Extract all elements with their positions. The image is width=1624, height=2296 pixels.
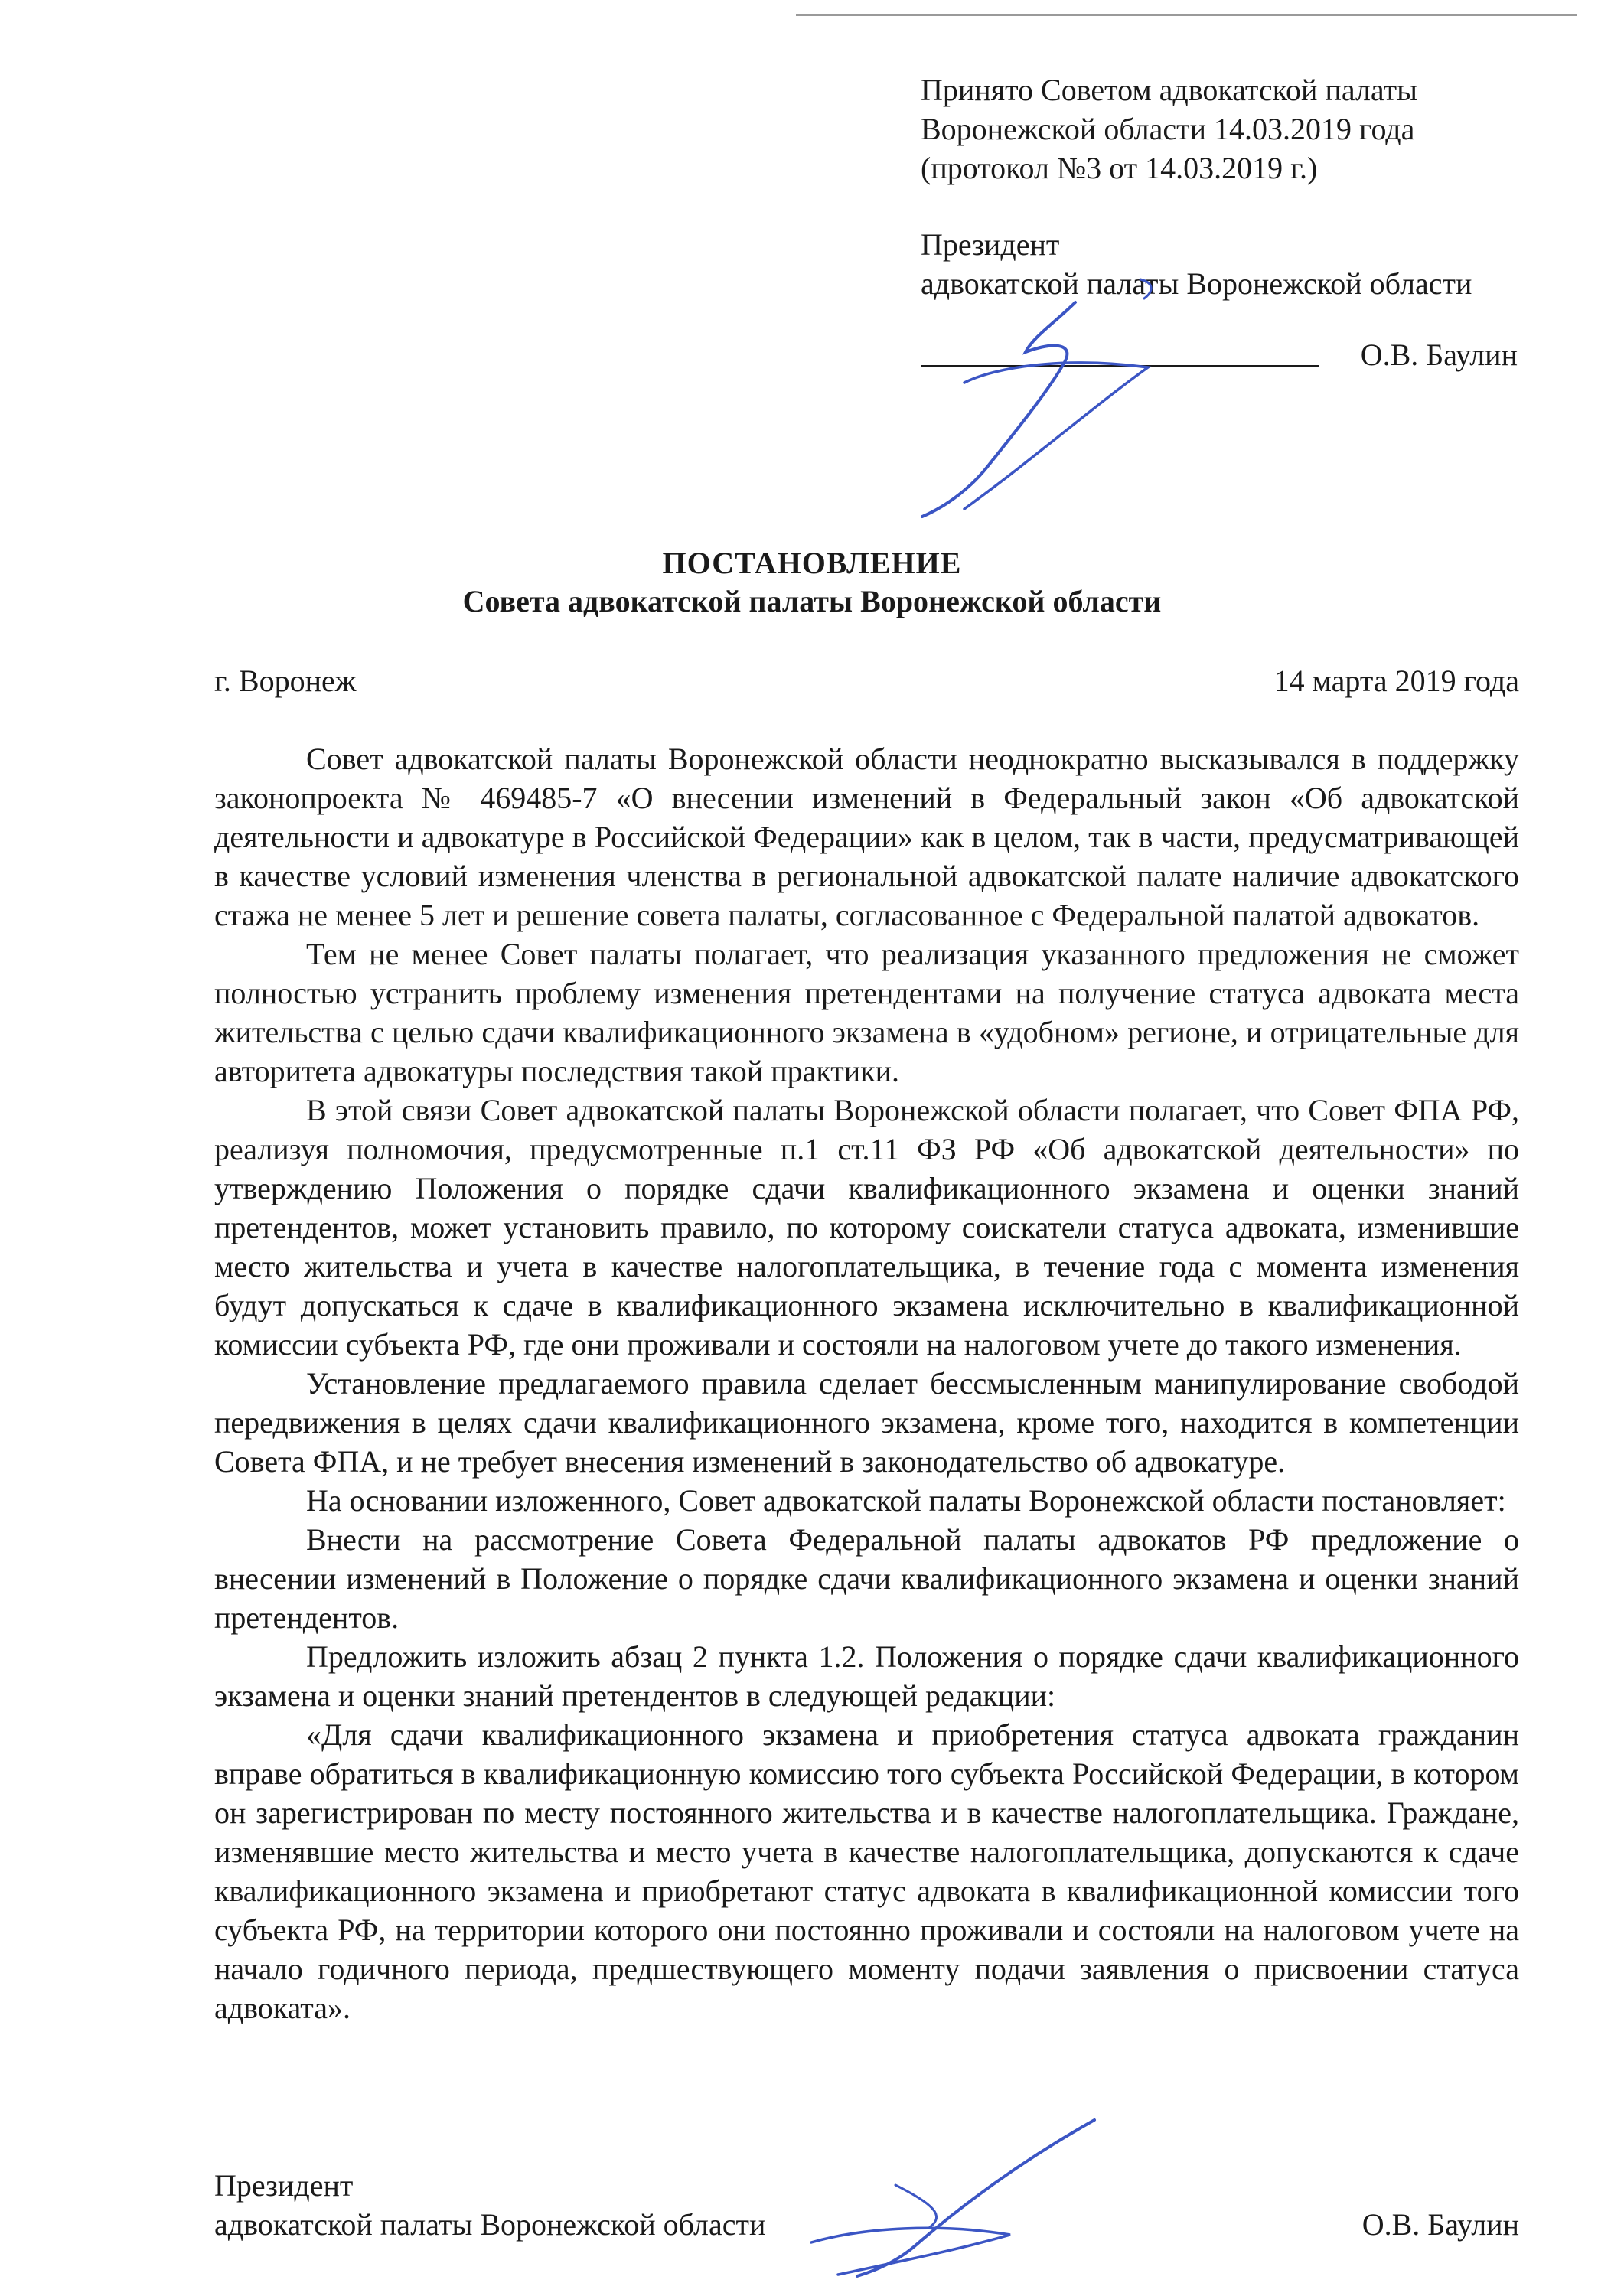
approval-signature-icon bbox=[911, 276, 1270, 520]
paragraph: Предложить изложить абзац 2 пункта 1.2. Положения о порядке сдачи квалификационного экзамена и оценки знаний претендентов в следующей редакции: bbox=[214, 1639, 1519, 1713]
approval-block bbox=[921, 70, 1548, 303]
document-date: 14 марта 2019 года bbox=[1273, 664, 1519, 698]
scan-edge-line bbox=[796, 14, 1577, 16]
footer-role: Президент bbox=[214, 2168, 354, 2203]
paragraph: Установление предлагаемого правила сделает бессмысленным манипулирование свободой передвижения в целях сдачи квалификационного экзамена, кроме того, находится в компетенции Совета ФПА, и не требует внесения изменений в законодательство об адвокатуре. bbox=[214, 1366, 1519, 1479]
paragraph: «Для сдачи квалификационного экзамена и приобретения статуса адвоката гражданин вправе обратиться в квалификационную комиссию того субъекта Российской Федерации, в котором он зарегистрирован по месту постоянного жительства и в качестве налогоплательщика. Граждане, изменявшие место жительства и место учета в качестве налогоплательщика, допускаются к сдаче квалификационного экзамена и приобретают статус адвоката в квалификационной комиссии того субъекта РФ, на территории которого они постоянно проживали и состояли на налоговом учете на начало годичного периода, предшествующего моменту подачи заявления о присвоении статуса адвоката». bbox=[214, 1717, 1519, 2025]
footer-organization: адвокатской палаты Воронежской области bbox=[214, 2207, 766, 2242]
document-city: г. Воронеж bbox=[214, 664, 357, 698]
paragraph: В этой связи Совет адвокатской палаты Воронежской области полагает, что Совет ФПА РФ, реализуя полномочия, предусмотренные п.1 ст.11 ФЗ РФ «Об адвокатской деятельности» по утверждению Положения о порядке сдачи квалификационного экзамена и оценки знаний претендентов, может установить правило, по которому соискатели статуса адвоката, изменившие место жительства и учета в качестве налогоплательщика, в течение года с момента изменения будут допускаться к сдаче в квалификационного экзамена исключительно в квалификационной комиссии субъекта РФ, где они проживали и состояли на налоговом учете до такого изменения. bbox=[214, 1093, 1519, 1362]
paragraph: Тем не менее Совет палаты полагает, что реализация указанного предложения не сможет полностью устранить проблему изменения претендентами на получение статуса адвоката места жительства с целью сдачи квалификационного экзамена в «удобном» регионе, и отрицательные для авторитета адвокатуры последствия такой практики. bbox=[214, 937, 1519, 1088]
signature-line bbox=[921, 365, 1319, 367]
approval-signature-row bbox=[921, 337, 1518, 375]
document-subtitle: Совета адвокатской палаты Воронежской области bbox=[462, 584, 1162, 618]
document-title: ПОСТАНОВЛЕНИЕ bbox=[662, 546, 962, 580]
paragraph: Внести на рассмотрение Совета Федеральной палаты адвокатов РФ предложение о внесении изменений в Положение о порядке сдачи квалификационного экзамена и оценки знаний претендентов. bbox=[214, 1522, 1519, 1635]
paragraph: Совет адвокатской палаты Воронежской области неоднократно высказывался в поддержку законопроекта № 469485-7 «О внесении изменений в Федеральный закон «Об адвокатской деятельности и адвокатуре в Российской Федерации» как в целом, так в части, предусматривающей в качестве условий изменения членства в региональной адвокатской палате наличие адвокатского стажа не менее 5 лет и решение совета палаты, согласованное с Федеральной палатой адвокатов. bbox=[214, 742, 1519, 932]
document-body bbox=[214, 739, 1519, 2027]
approval-line-3: (протокол №3 от 14.03.2019 г.) bbox=[921, 151, 1318, 185]
approval-organization: адвокатской палаты Воронежской области bbox=[921, 266, 1472, 301]
approval-line-1: Принято Советом адвокатской палаты bbox=[921, 73, 1417, 107]
place-date-row bbox=[214, 663, 1519, 703]
approval-line-2: Воронежской области 14.03.2019 года bbox=[921, 112, 1415, 146]
footer-signatory: О.В. Баулин bbox=[1361, 2207, 1519, 2242]
approval-role: Президент bbox=[921, 227, 1060, 262]
approval-signatory: О.В. Баулин bbox=[1360, 338, 1518, 372]
footer-signature-block bbox=[214, 2166, 1519, 2244]
paragraph: На основании изложенного, Совет адвокатской палаты Воронежской области постановляет: bbox=[306, 1483, 1506, 1518]
